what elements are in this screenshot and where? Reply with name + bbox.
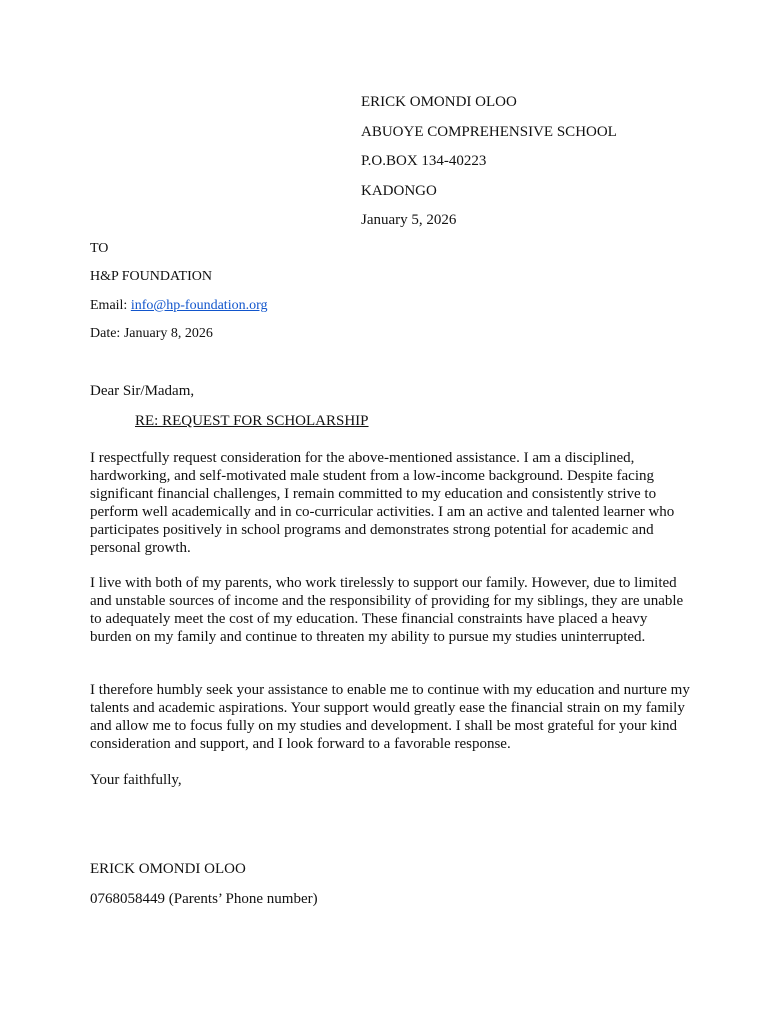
sender-school: ABUOYE COMPREHENSIVE SCHOOL [361,123,617,140]
signature-name: ERICK OMONDI OLOO [90,861,246,877]
closing: Your faithfully, [90,772,182,788]
recipient-email-line [90,297,268,325]
sender-town: KADONGO [361,182,437,199]
recipient-date: Date: January 8, 2026 [90,325,213,341]
recipient-block [90,240,268,353]
recipient-to: TO [90,241,109,256]
sender-block [361,93,617,241]
sender-name: ERICK OMONDI OLOO [361,94,517,110]
email-link[interactable]: info@hp-foundation.org [130,297,268,313]
sender-address: P.O.BOX 134-40223 [361,153,487,169]
sender-date: January 5, 2026 [361,212,457,228]
signature-phone: 0768058449 (Parents’ Phone number) [90,891,318,907]
paragraph-3: I therefore humbly seek your assistance to enable me to continue with my education and nurture my talents and academic aspirations. Your support would greatly ease the financial strain on my family and allow me to focus fully on my studies and development. I shall be most grateful for your kind consideration and support, and I look forward to a favorable response. [90,682,690,752]
recipient-organization: H&P FOUNDATION [90,269,212,285]
email-label: Email: [90,297,131,313]
paragraph-2: I live with both of my parents, who work tirelessly to support our family. However, due to limited and unstable sources of income and the responsibility of providing for my siblings, they are unable to adequately meet the cost of my education. These financial constraints have placed a heavy burden on my family and continue to threaten my ability to pursue my studies uninterrupted. [90,575,684,645]
paragraph-1: I respectfully request consideration for the above-mentioned assistance. I am a disciplined, hardworking, and self-motivated male student from a low-income background. Despite facing significant financial challenges, I remain committed to my education and consistently strive to perform well academically and in co-curricular activities. I am an active and talented learner who participates positively in school programs and demonstrates strong potential for academic and personal growth. [90,450,675,556]
subject-line: RE: REQUEST FOR SCHOLARSHIP [135,413,369,429]
salutation: Dear Sir/Madam, [90,383,195,399]
